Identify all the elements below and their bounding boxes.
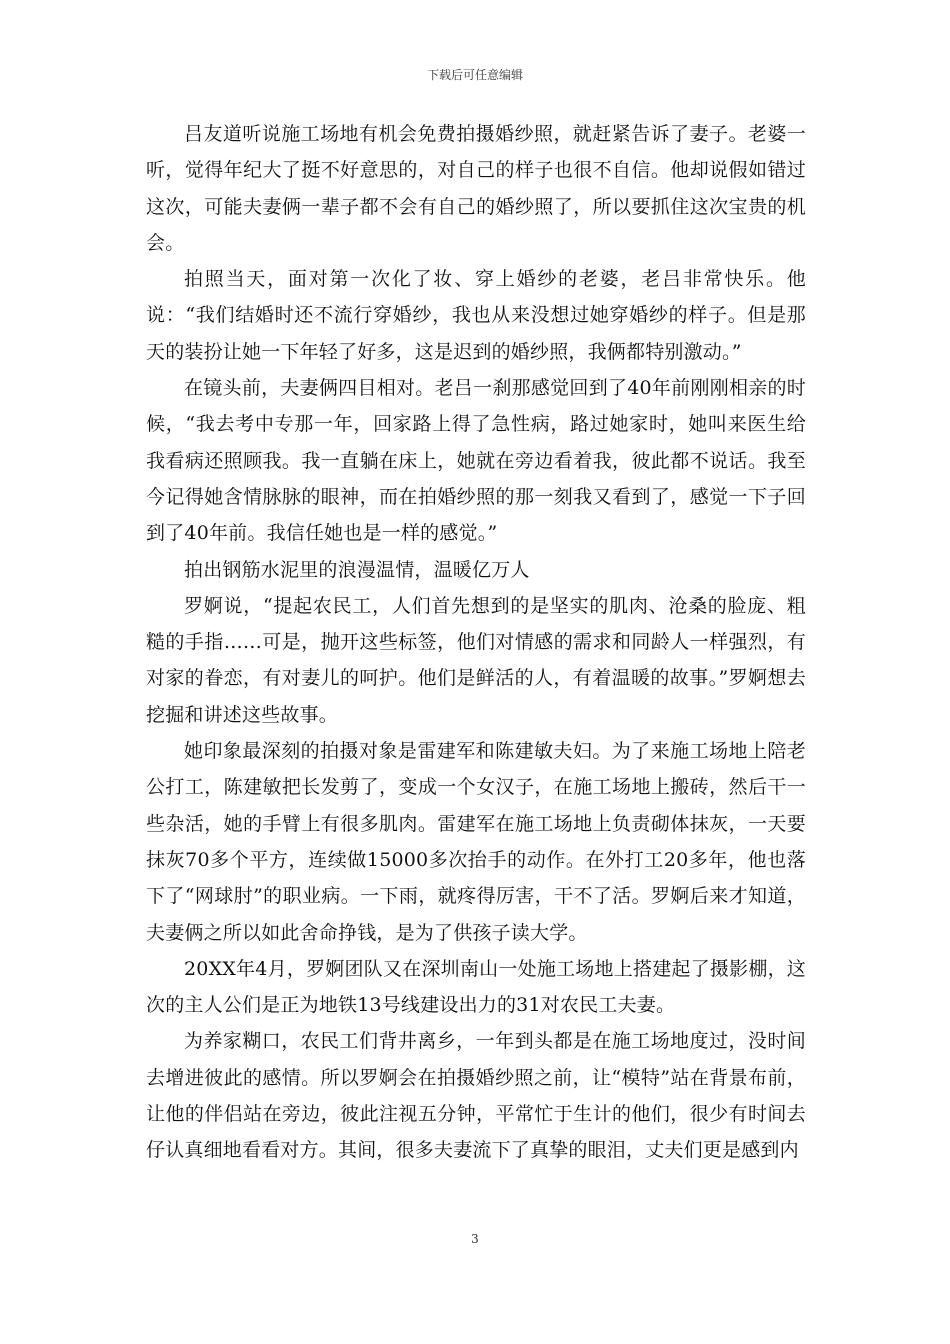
paragraph-5: 罗婀说，“提起农民工，人们首先想到的是坚实的肌肉、沧桑的脸庞、粗糙的手指……可是，抛开这些标签，他们对情感的需求和同龄人一样强烈，有对家的眷恋，有对妻儿的呵护。他们是鲜活的人，有着温暖的故事。”罗婀想去挖掘和讲述这些故事。 — [146, 594, 806, 726]
paragraph-1: 吕友道听说施工场地有机会免费拍摄婚纱照，就赶紧告诉了妻子。老婆一听，觉得年纪大了挺不好意思的，对自己的样子也很不自信。他却说假如错过这次，可能夫妻俩一辈子都不会有自己的婚纱照了，所以要抓住这次宝贵的机会。 — [146, 123, 806, 254]
paragraph-7: 20XX年4月，罗婀团队又在深圳南山一处施工场地上搭建起了摄影棚，这次的主人公们是正为地铁13号线建设出力的31对农民工夫妻。 — [146, 957, 806, 1017]
paragraph-2: 拍照当天，面对第一次化了妆、穿上婚纱的老婆，老吕非常快乐。他说：“我们结婚时还不流行穿婚纱，我也从来没想过她穿婚纱的样子。但是那天的装扮让她一下年轻了好多，这是迟到的婚纱照，我俩都特别激动。” — [146, 268, 806, 363]
page-number: 3 — [471, 1232, 479, 1246]
page-header: 下载后可任意编辑 — [426, 68, 523, 82]
paragraph-3: 在镜头前，夫妻俩四目相对。老吕一刹那感觉回到了40年前刚刚相亲的时候，“我去考中专那一年，回家路上得了急性病，路过她家时，她叫来医生给我看病还照顾我。我一直躺在床上，她就在旁边看着我，彼此都不说话。我至今记得她含情脉脉的眼神，而在拍婚纱照的那一刻我又看到了，感觉一下子回到了40年前。我信任她也是一样的感觉。” — [146, 377, 806, 545]
section-heading: 拍出钢筋水泥里的浪漫温情，温暖亿万人 — [184, 558, 530, 581]
document-body — [146, 116, 806, 1169]
paragraph-8: 为养家糊口，农民工们背井离乡，一年到头都是在施工场地度过，没时间去增进彼此的感情。所以罗婀会在拍摄婚纱照之前，让“模特”站在背景布前，让他的伴侣站在旁边，彼此注视五分钟，平常忙于生计的他们，很少有时间去仔认真细地看看对方。其间，很多夫妻流下了真挚的眼泪，丈夫们更是感到内 — [146, 1030, 806, 1162]
paragraph-6: 她印象最深刻的拍摄对象是雷建军和陈建敏夫妇。为了来施工场地上陪老公打工，陈建敏把长发剪了，变成一个女汉子，在施工场地上搬砖，然后干一些杂活，她的手臂上有很多肌肉。雷建军在施工场地上负责砌体抹灰，一天要抹灰70多个平方，连续做15000多次抬手的动作。在外打工20多年，他也落下了“网球肘”的职业病。一下雨，就疼得厉害，干不了活。罗婀后来才知道，夫妻俩之所以如此舍命挣钱，是为了供孩子读大学。 — [146, 740, 806, 944]
